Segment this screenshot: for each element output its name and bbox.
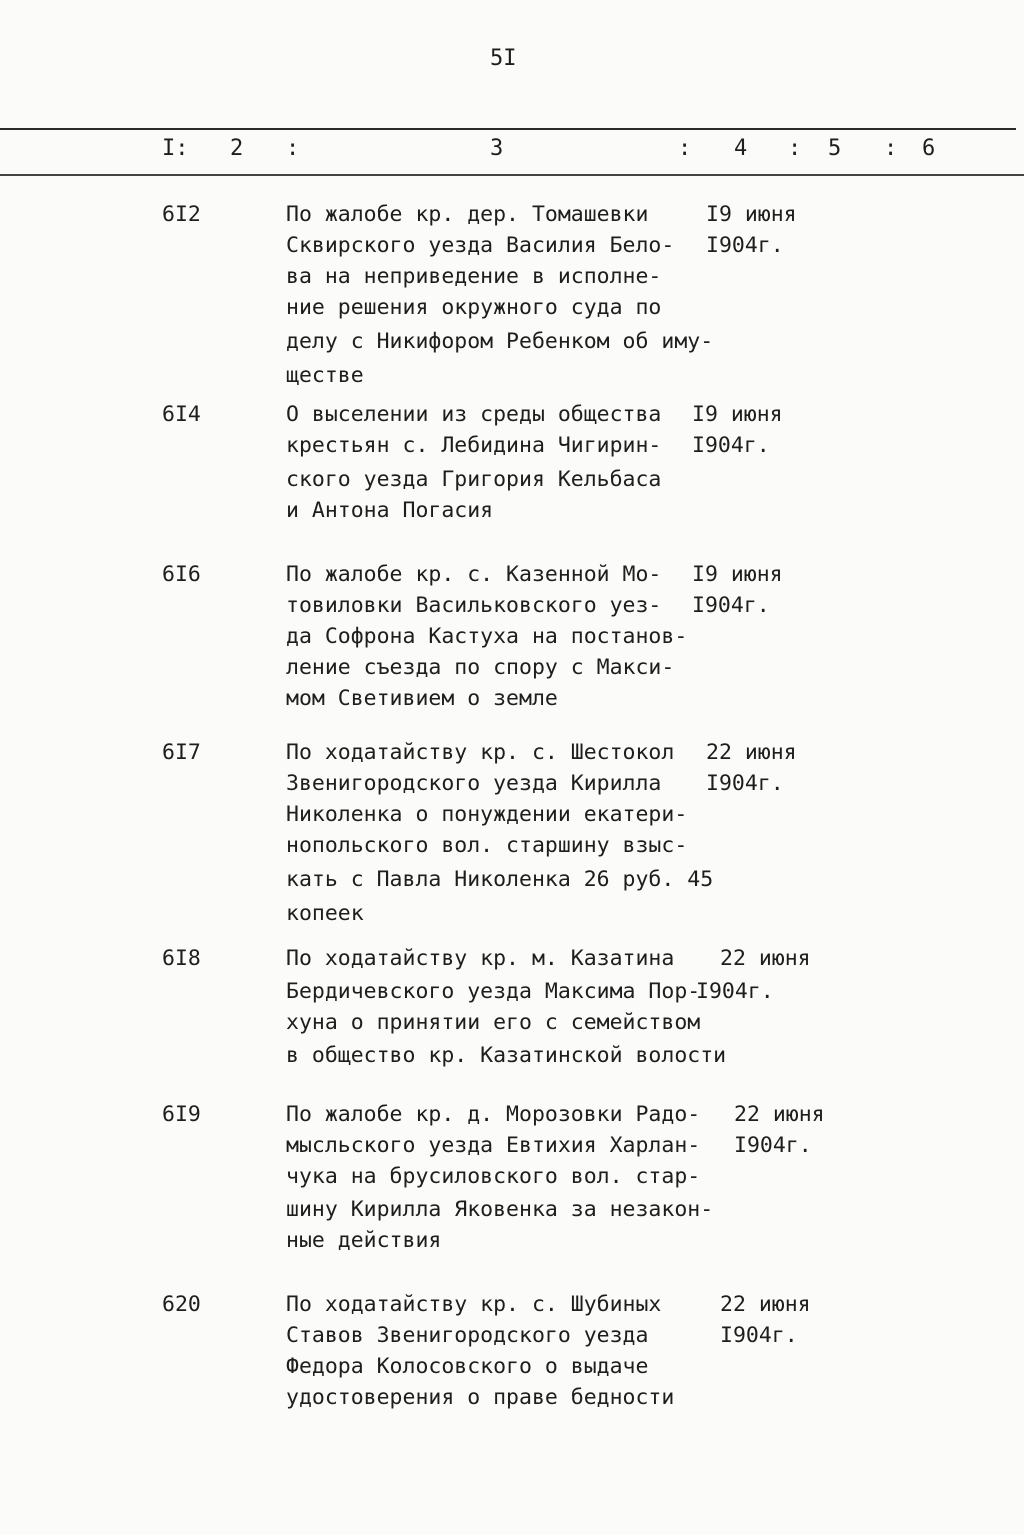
entry-description (286, 946, 727, 1074)
description-line: в общество кр. Казатинской волости (286, 1043, 727, 1068)
description-line: По ходатайству кр. с. Шестокол (286, 740, 675, 765)
entry-number: 6I6 (162, 562, 201, 587)
entry-date (706, 740, 797, 802)
description-line: Сквирского уезда Василия Бело- (286, 233, 675, 258)
entry-description (286, 1102, 714, 1259)
description-line: По жалобе кр. дер. Томашевки (286, 202, 649, 227)
description-line: ществе (286, 363, 364, 388)
date-day: 22 июня (706, 740, 797, 765)
date-day: I9 июня (706, 202, 797, 227)
description-line: ние решения окружного суда по (286, 295, 662, 320)
column-header-5: 5 (828, 136, 842, 161)
description-line: Звенигородского уезда Кирилла (286, 771, 662, 796)
date-year: I904г. (734, 1133, 812, 1158)
description-line: крестьян с. Лебидина Чигирин- (286, 433, 662, 458)
description-line: кать с Павла Николенка 26 руб. 45 (286, 867, 714, 892)
description-line: мом Светивием о земле (286, 686, 558, 711)
description-line: По жалобе кр. д. Морозовки Радо- (286, 1102, 701, 1127)
description-line: да Софрона Кастуха на постанов- (286, 624, 688, 649)
description-line: По жалобе кр. с. Казенной Мо- (286, 562, 662, 587)
entry-number: 6I2 (162, 202, 201, 227)
entry-description (286, 740, 714, 932)
description-line: ского уезда Григория Кельбаса (286, 467, 662, 492)
column-separator: : (788, 136, 802, 161)
date-day: 22 июня (720, 946, 811, 971)
date-day: 22 июня (734, 1102, 825, 1127)
description-line: удостоверения о праве бедности (286, 1385, 675, 1410)
description-line: ные действия (286, 1228, 442, 1253)
entry-number: 6I9 (162, 1102, 201, 1127)
description-line: делу с Никифором Ребенком об иму- (286, 329, 714, 354)
description-line: Федора Колосовского о выдаче (286, 1354, 649, 1379)
entry-number: 6I4 (162, 402, 201, 427)
column-separator: : (286, 136, 300, 161)
description-line: товиловки Васильковского уез- (286, 593, 662, 618)
description-line: По ходатайству кр. с. Шубиных (286, 1292, 662, 1317)
date-year: I904г. (706, 771, 784, 796)
header-bottom-rule (0, 174, 1024, 176)
entry-number: 6I8 (162, 946, 201, 971)
entry-description (286, 402, 706, 529)
entry-number: 6I7 (162, 740, 201, 765)
date-year: I904г. (692, 593, 770, 618)
column-header-4: 4 (734, 136, 748, 161)
description-line: ление съезда по спору с Макси- (286, 655, 675, 680)
header-top-rule (0, 128, 1016, 130)
description-line: ва на неприведение в исполне- (286, 264, 662, 289)
description-line: копеек (286, 901, 364, 926)
entry-number: 620 (162, 1292, 201, 1317)
column-header-2: 2 (230, 136, 244, 161)
entry-date (692, 402, 783, 464)
description-line: О выселении из среды общества (286, 402, 662, 427)
date-year: I904г. (696, 979, 774, 1004)
entry-date (720, 1292, 811, 1354)
column-header-3: 3 (490, 136, 504, 161)
column-header-6: 6 (922, 136, 936, 161)
entry-date (706, 202, 797, 264)
date-year: I904г. (706, 233, 784, 258)
description-line: шину Кирилла Яковенка за незакон- (286, 1197, 714, 1222)
description-line: мысльского уезда Евтихия Харлан- (286, 1133, 701, 1158)
entry-description (286, 202, 714, 394)
entry-date (696, 946, 811, 1010)
description-line: Ставов Звенигородского уезда (286, 1323, 649, 1348)
date-year: I904г. (692, 433, 770, 458)
description-line: хуна о принятии его с семейством (286, 1010, 701, 1035)
description-line: Бердичевского уезда Максима Пор- (286, 979, 701, 1004)
description-line: и Антона Погасия (286, 498, 494, 523)
date-day: I9 июня (692, 402, 783, 427)
column-header-1: I: (162, 136, 189, 161)
page-number: 5I (490, 46, 517, 71)
description-line: По ходатайству кр. м. Казатина (286, 946, 675, 971)
column-separator: : (884, 136, 898, 161)
entry-date (692, 562, 783, 624)
date-day: I9 июня (692, 562, 783, 587)
description-line: чука на брусиловского вол. стар- (286, 1164, 701, 1189)
entry-description (286, 1292, 706, 1416)
description-line: Николенка о понуждении екатери- (286, 802, 688, 827)
date-day: 22 июня (720, 1292, 811, 1317)
date-year: I904г. (720, 1323, 798, 1348)
entry-date (734, 1102, 825, 1164)
column-separator: : (678, 136, 692, 161)
entry-description (286, 562, 706, 717)
description-line: нопольского вол. старшину взыс- (286, 833, 688, 858)
